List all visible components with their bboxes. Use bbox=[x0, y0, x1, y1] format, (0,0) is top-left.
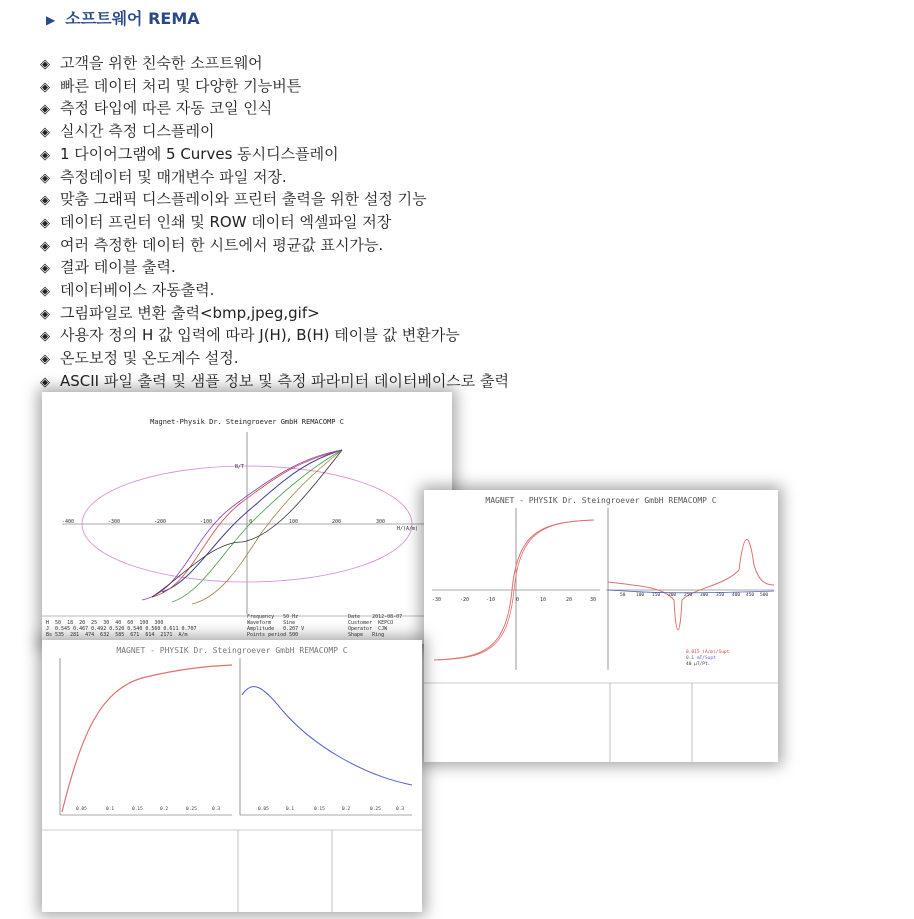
tick-label: 0.3 bbox=[396, 807, 405, 812]
diamond-bullet-icon: ◈ bbox=[40, 306, 50, 322]
tick-label: 0.25 bbox=[186, 807, 197, 812]
tick-label: 100 bbox=[289, 519, 299, 525]
screenshot-title: MAGNET - PHYSIK Dr. Steingroever GmbH REMACOMP C bbox=[485, 496, 717, 505]
tick-label: 20 bbox=[566, 597, 573, 603]
diamond-bullet-icon: ◈ bbox=[40, 79, 50, 95]
axis-label: B/T bbox=[235, 464, 245, 470]
tick-label: 0.2 bbox=[342, 807, 351, 812]
tick-label: 300 bbox=[700, 593, 709, 598]
legend-entry: 0.1 mT/Supt bbox=[686, 656, 716, 661]
diamond-bullet-icon: ◈ bbox=[40, 170, 50, 186]
tick-label: 0.1 bbox=[106, 807, 115, 812]
tick-label: 150 bbox=[652, 593, 661, 598]
magnetization-plot bbox=[424, 490, 778, 762]
s1-info-table-2: Date 2012-08-07 Customer KEPCO Operator CJW Shape Ring bbox=[348, 614, 403, 638]
section-header bbox=[46, 6, 200, 29]
magnetization-screenshot bbox=[424, 490, 778, 762]
tick-label: 400 bbox=[732, 593, 741, 598]
tick-label: 50 bbox=[620, 593, 626, 598]
legend-entry: 0.015 (A/m)/Supt bbox=[686, 650, 730, 655]
feature-item: ◈ 1 다이어그램에 5 Curves 동시디스플레이 bbox=[40, 144, 509, 167]
feature-item: ◈ 맞춤 그래픽 디스플레이와 프린터 출력을 위한 설정 기능 bbox=[40, 189, 509, 212]
s1-info-table: Frequency 50 Hz Waveform Sine Amplitude 0.207 V Points period 500 bbox=[247, 614, 305, 638]
section-title: 소프트웨어 REMA bbox=[65, 9, 200, 28]
feature-item: ◈ 그림파일로 변환 출력<bmp,jpeg,gif> bbox=[40, 303, 509, 326]
feature-item: ◈ 고객을 위한 친숙한 소프트웨어 bbox=[40, 53, 509, 76]
tick-label: -20 bbox=[460, 597, 470, 603]
tick-label: -200 bbox=[154, 519, 167, 525]
tick-label: 300 bbox=[376, 519, 386, 525]
tick-label: 250 bbox=[684, 593, 693, 598]
tick-label: -400 bbox=[62, 519, 75, 525]
diamond-bullet-icon: ◈ bbox=[40, 102, 50, 118]
diamond-bullet-icon: ◈ bbox=[40, 147, 50, 163]
tick-label: 30 bbox=[590, 597, 597, 603]
screenshot-title: Magnet-Physik Dr. Steingroever GmbH REMACOMP C bbox=[150, 418, 344, 426]
hysteresis-screenshot bbox=[42, 392, 452, 644]
diamond-bullet-icon: ◈ bbox=[40, 329, 50, 345]
tick-label: 200 bbox=[332, 519, 342, 525]
feature-item: ◈ 측정데이터 및 매개변수 파일 저장. bbox=[40, 167, 509, 190]
diamond-bullet-icon: ◈ bbox=[40, 374, 50, 390]
feature-item: ◈ 실시간 측정 디스플레이 bbox=[40, 121, 509, 144]
tick-label: 350 bbox=[716, 593, 725, 598]
tick-label: 0 bbox=[249, 519, 253, 525]
legend-entry: 40 µT/Pt. bbox=[686, 662, 711, 667]
tick-label: 200 bbox=[668, 593, 677, 598]
feature-item: ◈ ASCII 파일 출력 및 샘플 정보 및 측정 파라미터 데이터베이스로 출력 bbox=[40, 371, 509, 394]
tick-label: 0.15 bbox=[132, 807, 143, 812]
permeability-screenshot bbox=[42, 640, 422, 912]
tick-label: 0.15 bbox=[314, 807, 325, 812]
hysteresis-plot bbox=[42, 392, 452, 644]
diamond-bullet-icon: ◈ bbox=[40, 352, 50, 368]
axis-unit: H/(A/m) bbox=[397, 526, 419, 532]
permeability-plot bbox=[42, 640, 422, 912]
diamond-bullet-icon: ◈ bbox=[40, 284, 50, 300]
tick-label: 500 bbox=[760, 593, 769, 598]
feature-item: ◈ 데이터 프린터 인쇄 및 ROW 데이터 엑셀파일 저장 bbox=[40, 212, 509, 235]
feature-item: ◈ 빠른 데이터 처리 및 다양한 기능버튼 bbox=[40, 76, 509, 99]
tick-label: 10 bbox=[540, 597, 547, 603]
tick-label: -30 bbox=[432, 597, 442, 603]
diamond-bullet-icon: ◈ bbox=[40, 57, 50, 72]
diamond-bullet-icon: ◈ bbox=[40, 238, 50, 254]
tick-label: -10 bbox=[486, 597, 496, 603]
diamond-bullet-icon: ◈ bbox=[40, 215, 50, 231]
tick-label: 0.05 bbox=[76, 807, 87, 812]
tick-label: 0.05 bbox=[258, 807, 269, 812]
diamond-bullet-icon: ◈ bbox=[40, 125, 50, 141]
diamond-bullet-icon: ◈ bbox=[40, 261, 50, 277]
feature-item: ◈ 사용자 정의 H 값 입력에 따라 J(H), B(H) 테이블 값 변환가능 bbox=[40, 325, 509, 348]
tick-label: 450 bbox=[746, 593, 755, 598]
feature-item: ◈ 결과 테이블 출력. bbox=[40, 257, 509, 280]
tick-label: 0.2 bbox=[160, 807, 169, 812]
tick-label: 100 bbox=[636, 593, 645, 598]
triangle-icon: ▶ bbox=[46, 13, 56, 27]
s1-data-table: H 50 18 20 25 30 40 60 100 300 J 0.545 0.467 0.492 0.520 0.540 0.560 0.611 0.707 Bs 535 281 474 632 585 671 614 2171 A/m bbox=[46, 620, 197, 638]
tick-label: -100 bbox=[200, 519, 213, 525]
feature-item: ◈ 측정 타입에 따른 자동 코일 인식 bbox=[40, 98, 509, 121]
tick-label: 0.3 bbox=[212, 807, 221, 812]
feature-list bbox=[40, 53, 509, 394]
tick-label: 0 bbox=[516, 597, 520, 603]
feature-item: ◈ 온도보정 및 온도계수 설정. bbox=[40, 348, 509, 371]
feature-item: ◈ 여러 측정한 데이터 한 시트에서 평균값 표시가능. bbox=[40, 235, 509, 258]
tick-label: -300 bbox=[108, 519, 121, 525]
diamond-bullet-icon: ◈ bbox=[40, 193, 50, 209]
screenshot-title: MAGNET - PHYSIK Dr. Steingroever GmbH REMACOMP C bbox=[116, 646, 348, 655]
tick-label: 0.25 bbox=[370, 807, 381, 812]
tick-label: 0.1 bbox=[286, 807, 295, 812]
feature-item: ◈ 데이터베이스 자동출력. bbox=[40, 280, 509, 303]
